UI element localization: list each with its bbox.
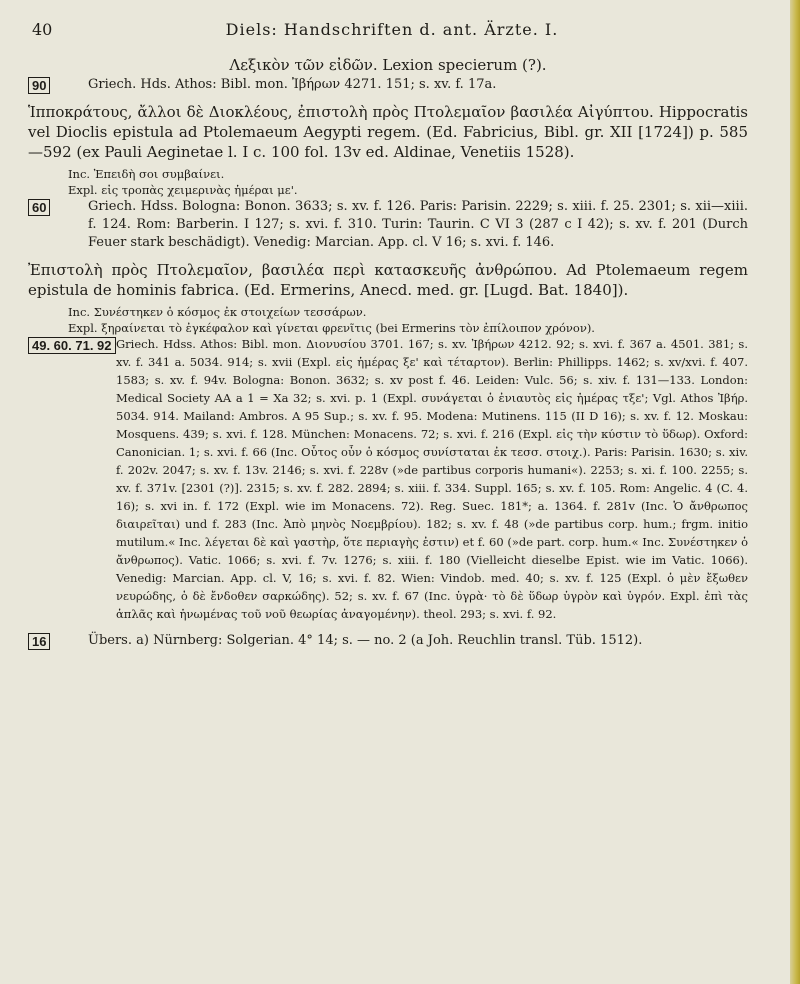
entry-text: Übers. a) Nürnberg: Solgerian. 4° 14; s. — no. 2 (a Joh. Reuchlin transl. Tüb. 1512). xyxy=(88,633,643,648)
entry-text: Griech. Hdss. Athos: Bibl. mon. Διονυσίου 3701. 167; s. xv. Ἰβήρων 4212. 92; s. xvi. f. 367 a. 4501. 381; s. xv. f. 341 a. 5034. 914; s. xvii (Expl. εἰς ἡμέρας ξε' καὶ τέταρτον). Berlin: Phillipps. 1462; s. xv/xvi. f. 407. 1583; s. xv. f. 94v. Bologna: Bonon. 3632; s. xv post f. 46. Leiden: Vulc. 56; s. xiv. f. 131—133. London: Medical Society AA a 1 = Xa 32; s. xvi. p. 1 (Expl. συνάγεται ὁ ἐνιαυτὸς εἰς ἡμέρας τξε'; Vgl. Athos Ἰβήρ. 5034. 914. Mailand: Ambros. A 95 Sup.; s. xv. f. 95. Modena: Mutinens. 115 (II D 16); s. xv. f. 12. Moskau: Mosquens. 439; s. xvi. f. 128. München: Monacens. 72; s. xvi. f. 216 (Expl. εἰς τὴν κύστιν τὸ ὕδωρ). Oxford: Canonician. 1; s. xvi. f. 66 (Inc. Οὗτος οὖν ὁ κόσμος συνίσταται ἐκ τεσσ. στοιχ.). Paris: Parisin. 1630; s. xiv. f. 202v. 2047; s. xv. f. 13v. 2146; s. xvi. f. 228v (»de partibus corporis humani«). 2253; s. xi. f. 100. 2255; s. xv. f. 371v. [2301 (?)]. 2315; s. xv. f. 282. 2894; s. xiii. f. 334. Suppl. 165; s. xv. f. 105. Rom: Angelic. 4 (C. 4. 16); s. xvi in. f. 172 (Expl. wie im Monacens. 72). Reg. Suec. 181*; a. 1364. f. 281v (Inc. Ὁ ἄνθρωπος διαιρεῖται) und f. 283 (Inc. Ἀπὸ μηνὸς Νοεμβρίου). 182; s. xv. f. 48 (»de partibus corp. hum.; frgm. initio mutilum.« Inc. λέγεται δὲ καὶ γαστὴρ, ὅτε περιαγὴς ἐστιν) et f. 60 (»de part. corp. hum.« Inc. Συνέστηκεν ὁ ἄνθρωπος). Vatic. 1066; s. xvi. f. 7v. 1276; s. xiii. f. 180 (Vielleicht dieselbe Epist. wie im Vatic. 1066). Venedig: Marcian. App. cl. V, 16; s. xvi. f. 82. Wien: Vindob. med. 40; s. xv. f. 125 (Expl. ὁ μὲν ἔξωθεν νευρώδης, ὁ δὲ ἔνδοθεν σαρκώδης). 52; s. xv. f. 67 (Inc. ὑγρὰ· τὸ δὲ ὕδωρ ὑγρὸν καὶ ὑγρόν. Expl. ἐπὶ τὰς ἁπλᾶς καὶ ἡνωμένας τοῦ νοῦ θεωρίας ἀναγομένην). theol. 293; s. xvi. f. 92. xyxy=(116,337,748,621)
page-content xyxy=(28,52,748,658)
entry-text: Griech. Hdss. Bologna: Bonon. 3633; s. xv. f. 126. Paris: Parisin. 2229; s. xiii. f. 25. 2301; s. xii—xiii. f. 124. Rom: Barberin. I 127; s. xvi. f. 310. Turin: Taurin. C VI 3 (287 c I 42); s. xv. f. 201 (Durch Feuer stark beschädigt). Venedig: Marcian. App. cl. V 16; s. xvi. f. 146. xyxy=(88,199,748,250)
manuscript-number-badge: 60 xyxy=(28,199,50,216)
manuscript-number-badge: 16 xyxy=(28,633,50,650)
entry-text: Griech. Hds. Athos: Bibl. mon. Ἰβήρων 4271. 151; s. xv. f. 17a. xyxy=(88,77,497,92)
work-title: Ἐπιστολὴ πρὸς Πτολεμαῖον, βασιλέα περὶ κατασκευῆς ἀνθρώπου. Ad Ptolemaeum regem epistula de hominis fabrica. (Ed. Ermerins, Anecd. med. gr. [Lugd. Bat. 1840]). xyxy=(28,261,748,299)
incipit: Inc. Ἐπειδὴ σοι συμβαίνει. xyxy=(68,167,225,181)
manuscript-number-badge: 49. 60. 71. 92 xyxy=(28,337,116,354)
work-title: Ἱπποκράτους, ἄλλοι δὲ Διοκλέους, ἐπιστολὴ πρὸς Πτολεμαῖον βασιλέα Αἰγύπτου. Hippocratis vel Dioclis epistula ad Ptolemaeum Aegypti regem. (Ed. Fabricius, Bibl. gr. XII [1724]) p. 585—592 (ex Pauli Aeginetae l. I c. 100 fol. 13v ed. Aldinae, Venetiis 1528). xyxy=(28,103,748,161)
entry-16 xyxy=(28,632,748,650)
explicit: Expl. εἰς τροπὰς χειμερινὰς ἡμέραι με'. xyxy=(68,183,298,197)
section-title: Λεξικὸν τῶν εἰδῶν. Lexion specierum (?). xyxy=(229,56,547,74)
entry-60 xyxy=(28,198,748,252)
explicit: Expl. ξηραίνεται τὸ ἐγκέφαλον καὶ γίνεται φρενῖτις (bei Ermerins τὸν ἐπίλοιπον χρόνον). xyxy=(68,321,595,335)
page-edge xyxy=(790,0,800,984)
incipit: Inc. Συνέστηκεν ὁ κόσμος ἐκ στοιχείων τεσσάρων. xyxy=(68,305,367,319)
page-number: 40 xyxy=(32,20,53,39)
page-header xyxy=(32,20,752,46)
entry-90 xyxy=(28,76,748,94)
entry-49-60-71-92 xyxy=(28,336,748,624)
running-title: Diels: Handschriften d. ant. Ärzte. I. xyxy=(225,20,559,39)
manuscript-number-badge: 90 xyxy=(28,77,50,94)
